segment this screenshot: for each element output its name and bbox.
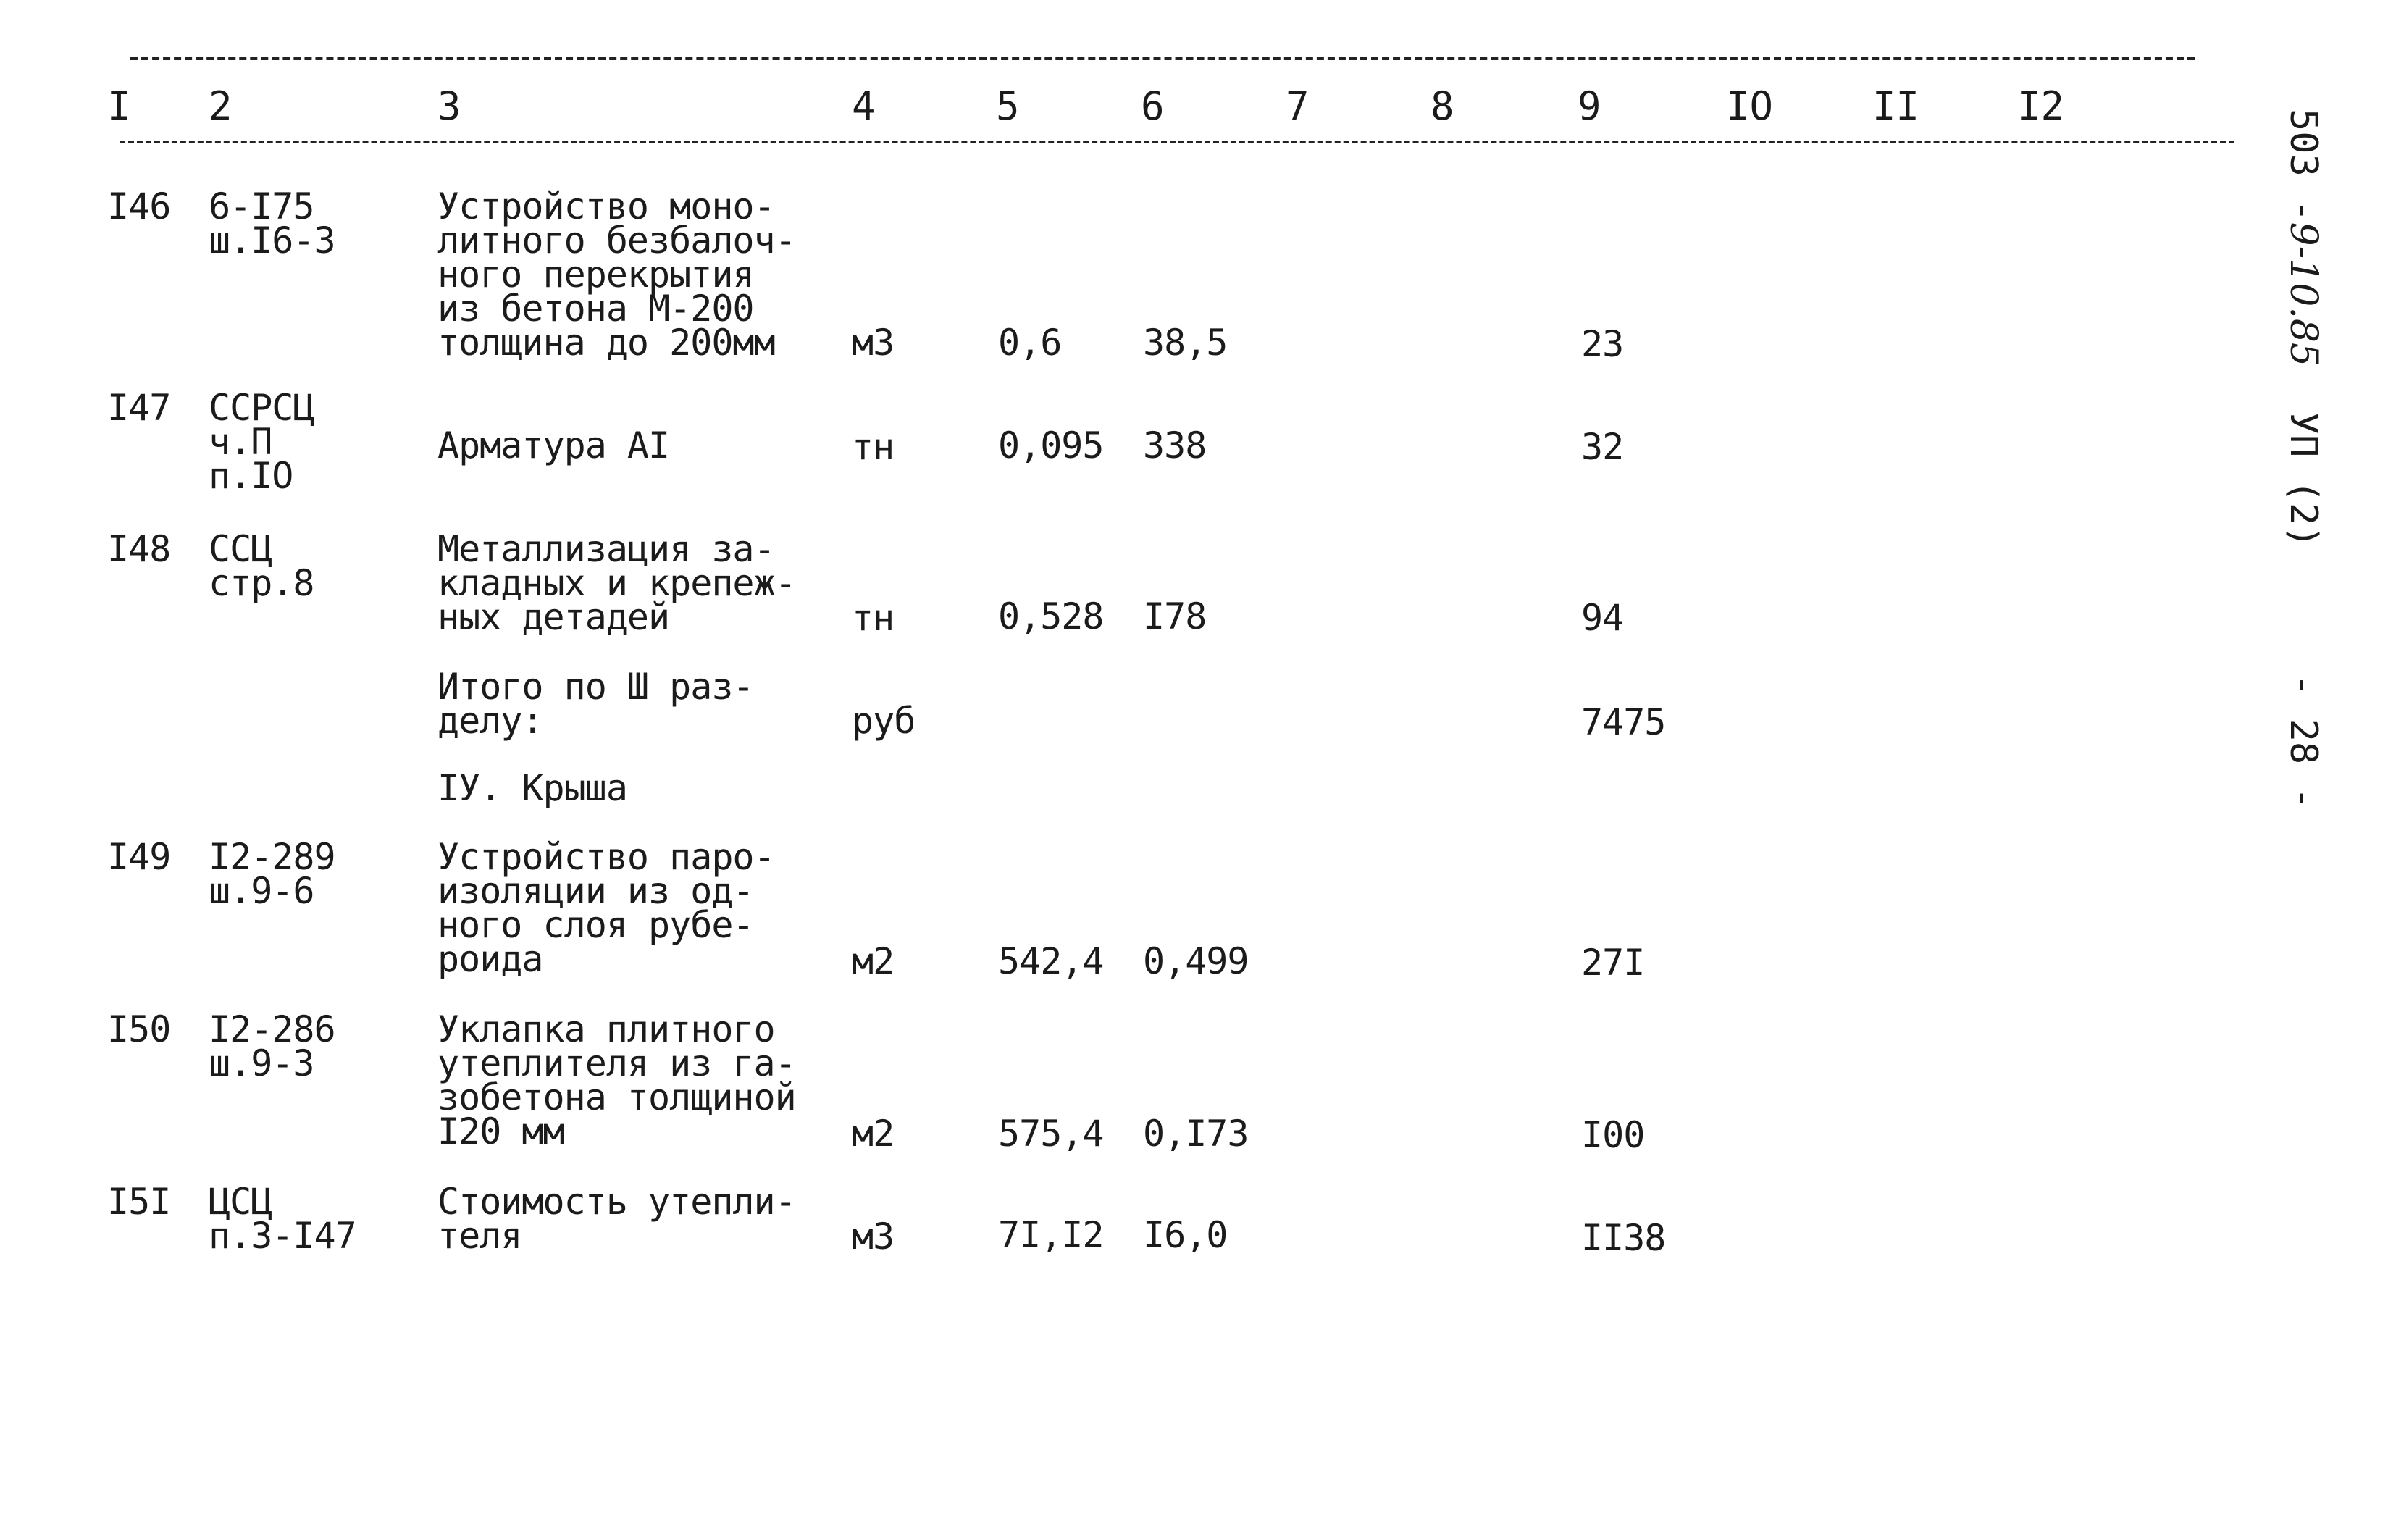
row-total: 27I [1581, 942, 1645, 984]
row-unit-price: 338 [1143, 424, 1207, 466]
col-header-12: I2 [2017, 83, 2065, 129]
row-description: Арматура АI [437, 424, 670, 466]
col-header-4: 4 [852, 83, 876, 129]
section-heading: IУ. Крыша [437, 767, 627, 809]
row-quantity: 542,4 [998, 940, 1104, 982]
row-reference: I2-286 ш.9-3 [209, 1008, 335, 1084]
document-code-suffix: УП (2) [2282, 411, 2325, 548]
row-unit-price: I6,0 [1143, 1214, 1228, 1256]
row-number: I50 [107, 1008, 171, 1050]
row-unit: тн [852, 426, 895, 468]
top-rule [130, 57, 2195, 60]
row-total: I00 [1581, 1114, 1645, 1156]
row-quantity: 0,6 [998, 322, 1062, 364]
row-total: 32 [1581, 426, 1624, 468]
row-description: Устройство паро- изоляции из од- ного слоя рубе- роида [437, 836, 775, 980]
col-header-5: 5 [996, 83, 1020, 129]
col-header-11: II [1872, 83, 1920, 129]
row-number: I46 [107, 185, 171, 227]
col-header-9: 9 [1578, 83, 1601, 129]
col-header-7: 7 [1286, 83, 1310, 129]
row-unit-price: 0,499 [1143, 940, 1249, 982]
row-reference: I2-289 ш.9-6 [209, 836, 335, 912]
row-unit-price: 38,5 [1143, 322, 1228, 364]
row-quantity: 0,528 [998, 595, 1104, 637]
document-code-handwritten: 9-10.85 [2282, 222, 2325, 367]
col-header-1: I [107, 83, 131, 129]
row-quantity: 575,4 [998, 1113, 1104, 1155]
row-number: I48 [107, 528, 171, 570]
row-unit: м2 [852, 940, 895, 982]
row-reference: ССРСЦ ч.П п.IO [209, 387, 314, 497]
row-number: I49 [107, 836, 171, 878]
row-total: II38 [1581, 1217, 1666, 1259]
section-total-value: 7475 [1581, 701, 1666, 743]
document-code-prefix: 503 - [2282, 109, 2325, 222]
row-reference: ЦСЦ п.3-I47 [209, 1181, 356, 1257]
row-reference: 6-I75 ш.I6-3 [209, 185, 335, 261]
row-total: 94 [1581, 597, 1624, 639]
row-unit: тн [852, 597, 895, 639]
section-total-label: Итого по Ш раз- делу: [437, 666, 754, 742]
col-header-3: 3 [437, 83, 461, 129]
row-reference: ССЦ стр.8 [209, 528, 314, 604]
row-unit: м2 [852, 1113, 895, 1155]
row-number: I5I [107, 1181, 171, 1223]
row-unit: м3 [852, 322, 895, 364]
col-header-2: 2 [209, 83, 233, 129]
section-total-unit: руб [852, 700, 916, 742]
row-description: Стоимость утепли- теля [437, 1181, 796, 1257]
col-header-10: IO [1726, 83, 1774, 129]
row-description: Уклапка плитного утеплителя из га- зобетона толщиной I20 мм [437, 1008, 796, 1152]
row-quantity: 7I,I2 [998, 1214, 1104, 1256]
col-header-6: 6 [1141, 83, 1165, 129]
row-total: 23 [1581, 323, 1624, 365]
document-code [2282, 109, 2325, 548]
row-description: Металлизация за- кладных и крепеж- ных детадей [437, 528, 796, 638]
row-number: I47 [107, 387, 171, 429]
row-quantity: 0,095 [998, 424, 1104, 466]
row-unit-price: 0,I73 [1143, 1113, 1249, 1155]
row-unit: м3 [852, 1215, 895, 1257]
row-unit-price: I78 [1143, 595, 1207, 637]
page-number: - 28 - [2282, 674, 2325, 810]
row-description: Устройство моно- литного безбалоч- ного перекрытия из бетона М-200 толщина до 200мм [437, 185, 796, 364]
header-rule [120, 141, 2234, 143]
col-header-8: 8 [1431, 83, 1454, 129]
